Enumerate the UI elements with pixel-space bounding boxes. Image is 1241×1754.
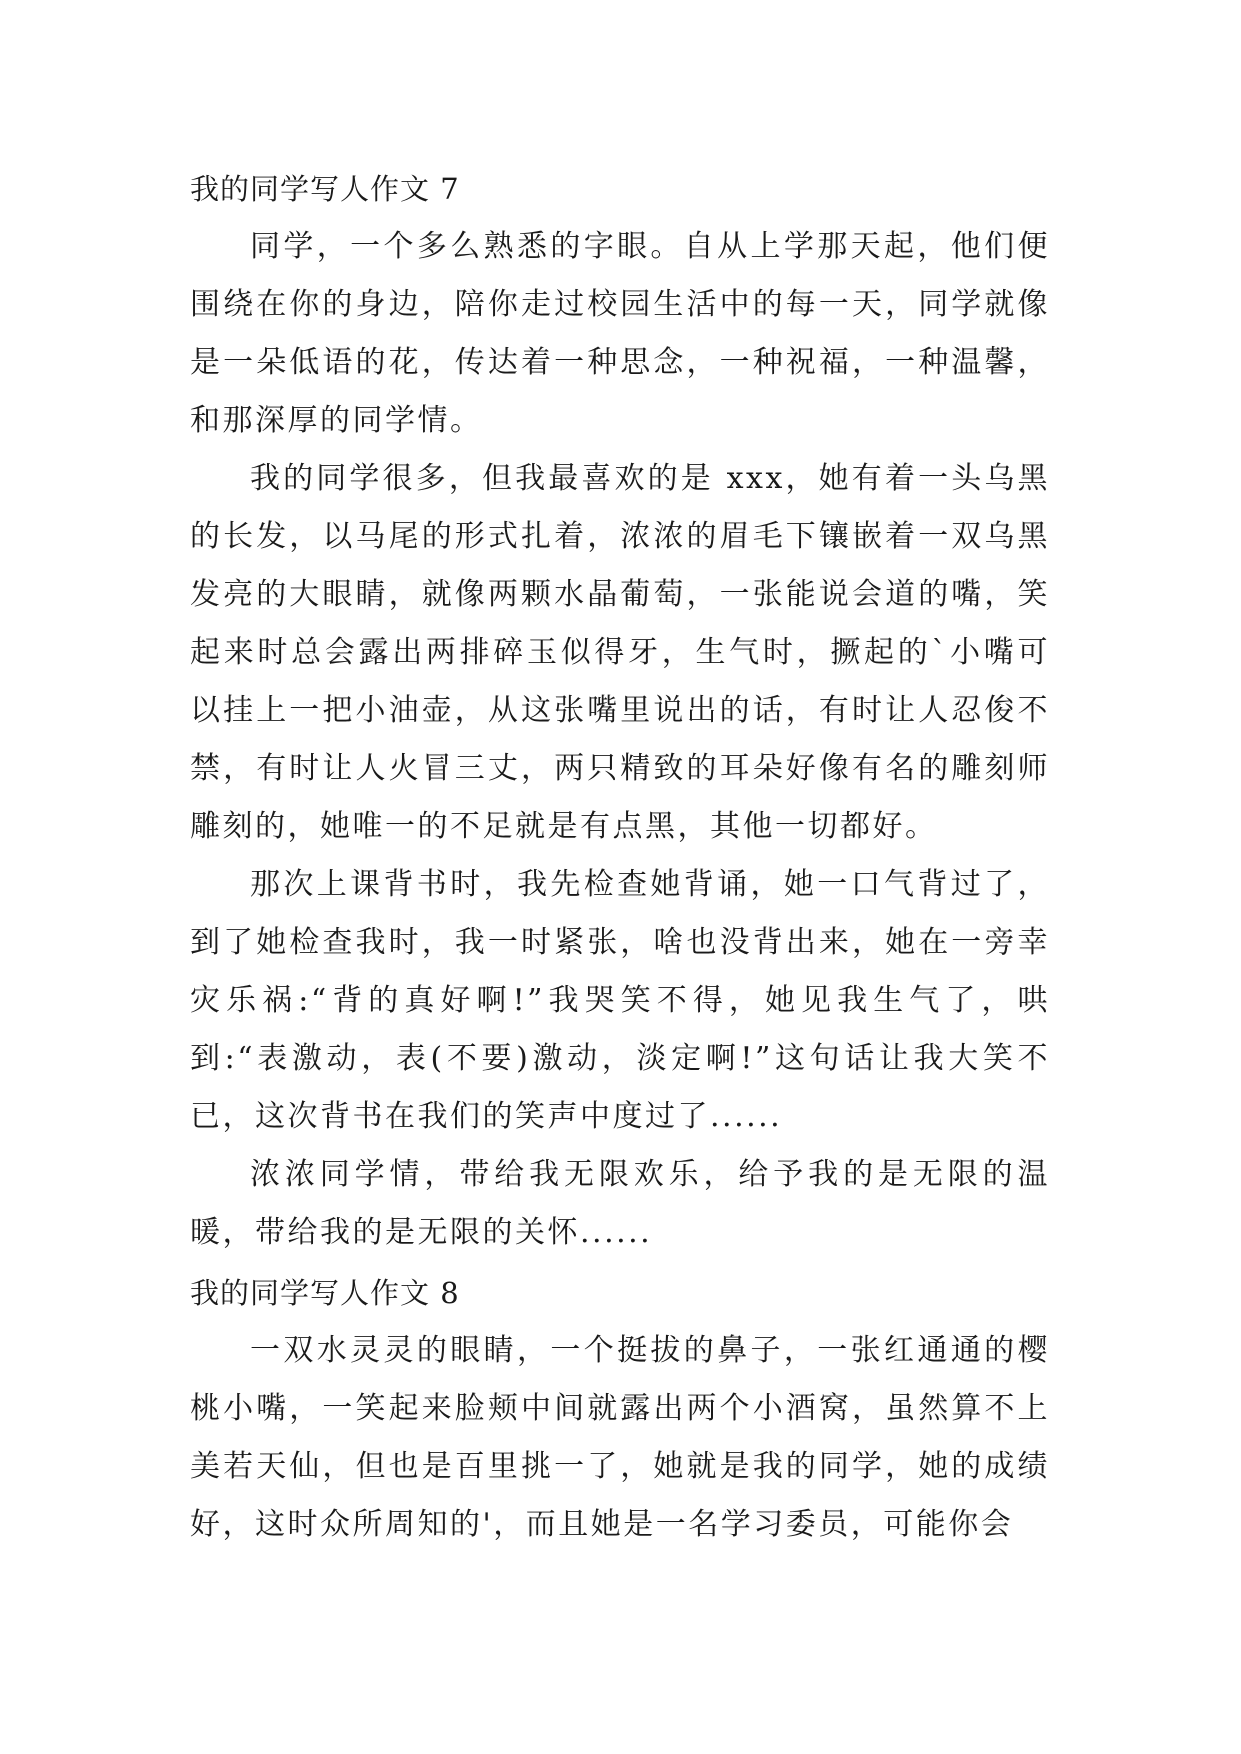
essay-7-paragraph-2: 我的同学很多，但我最喜欢的是 xxx，她有着一头乌黑的长发，以马尾的形式扎着，浓浓的眉毛下镶嵌着一双乌黑发亮的大眼睛，就像两颗水晶葡萄，一张能说会道的嘴，笑起来时总会露出两排碎玉似得牙，生气时，撅起的`小嘴可以挂上一把小油壶，从这张嘴里说出的话，有时让人忍俊不禁，有时让人火冒三丈，两只精致的耳朵好像有名的雕刻师雕刻的，她唯一的不足就是有点黑，其他一切都好。 [190, 461, 1050, 844]
document-body [190, 160, 1050, 1554]
essay-7-paragraph-1: 同学，一个多么熟悉的字眼。自从上学那天起，他们便围绕在你的身边，陪你走过校园生活中的每一天，同学就像是一朵低语的花，传达着一种思念，一种祝福，一种温馨，和那深厚的同学情。 [190, 229, 1050, 438]
essay-8-title: 我的同学写人作文 8 [190, 1276, 460, 1310]
essay-8-paragraph-1: 一双水灵灵的眼睛，一个挺拔的鼻子，一张红通通的樱桃小嘴，一笑起来脸颊中间就露出两个小酒窝，虽然算不上美若天仙，但也是百里挑一了，她就是我的同学，她的成绩好，这时众所周知的'，而且她是一名学习委员，可能你会 [190, 1333, 1050, 1542]
essay-7-paragraph-4: 浓浓同学情，带给我无限欢乐，给予我的是无限的温暖，带给我的是无限的关怀...... [190, 1157, 1050, 1250]
essay-7-paragraph-3: 那次上课背书时，我先检查她背诵，她一口气背过了，到了她检查我时，我一时紧张，啥也没背出来，她在一旁幸灾乐祸:“背的真好啊!”我哭笑不得，她见我生气了，哄到:“表激动，表(不要)激动，淡定啊!”这句话让我大笑不已，这次背书在我们的笑声中度过了...... [190, 867, 1050, 1134]
essay-7-title: 我的同学写人作文 7 [190, 172, 460, 206]
